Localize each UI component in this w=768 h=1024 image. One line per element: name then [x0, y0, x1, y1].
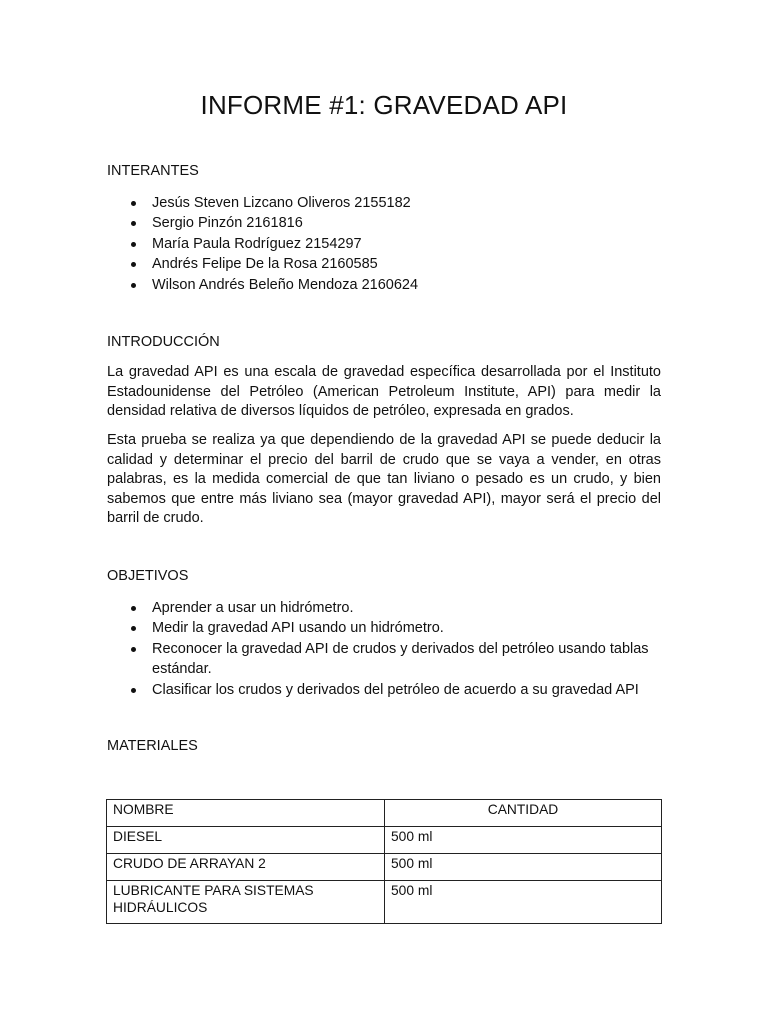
- table-header-row: [107, 800, 662, 827]
- list-item: Wilson Andrés Beleño Mendoza 2160624: [107, 275, 662, 295]
- table-cell: 500 ml: [385, 881, 662, 924]
- list-item: Jesús Steven Lizcano Oliveros 2155182: [107, 193, 662, 213]
- document-title: INFORME #1: GRAVEDAD API: [200, 90, 568, 120]
- list-item: Reconocer la gravedad API de crudos y derivados del petróleo usando tablas estándar.: [107, 639, 662, 680]
- introduccion-paragraph-1: La gravedad API es una escala de gravedad específica desarrollada por el Instituto Estadounidense del Petróleo (American Petroleum Institute, API) para medir la densidad relativa de diversos líquidos de petróleo, expresada en grados.: [107, 364, 661, 419]
- table-cell: 500 ml: [385, 854, 662, 881]
- introduccion-paragraph-2: Esta prueba se realiza ya que dependiendo de la gravedad API se puede deducir la calidad y determinar el precio del barril de crudo que se vaya a vender, en otras palabras, es la medida comercial de que tan liviano o pesado es un crudo, y bien sabemos que entre más liviano sea (mayor gravedad API), mayor será el precio del barril de crudo.: [107, 432, 661, 526]
- table-cell: CRUDO DE ARRAYAN 2: [107, 854, 385, 881]
- table-header-cell: NOMBRE: [107, 800, 385, 827]
- table-row: [107, 881, 662, 924]
- materials-table: [106, 799, 662, 924]
- list-item: Aprender a usar un hidrómetro.: [107, 598, 662, 618]
- list-item: Clasificar los crudos y derivados del petróleo de acuerdo a su gravedad API: [107, 680, 662, 700]
- table-cell: LUBRICANTE PARA SISTEMAS HIDRÁULICOS: [107, 881, 385, 924]
- table-row: [107, 827, 662, 854]
- list-item: Sergio Pinzón 2161816: [107, 213, 662, 233]
- table-header-cell: CANTIDAD: [385, 800, 662, 827]
- table-cell: DIESEL: [107, 827, 385, 854]
- table-row: [107, 854, 662, 881]
- list-item: Andrés Felipe De la Rosa 2160585: [107, 254, 662, 274]
- objetivos-list: [107, 598, 662, 700]
- table-cell: 500 ml: [385, 827, 662, 854]
- integrantes-list: [107, 193, 662, 295]
- objetivos-heading: OBJETIVOS: [107, 568, 189, 584]
- introduccion-heading: INTRODUCCIÓN: [107, 334, 220, 350]
- integrantes-heading: INTERANTES: [107, 163, 199, 179]
- list-item: Medir la gravedad API usando un hidrómetro.: [107, 618, 662, 638]
- materiales-heading: MATERIALES: [107, 738, 198, 754]
- list-item: María Paula Rodríguez 2154297: [107, 234, 662, 254]
